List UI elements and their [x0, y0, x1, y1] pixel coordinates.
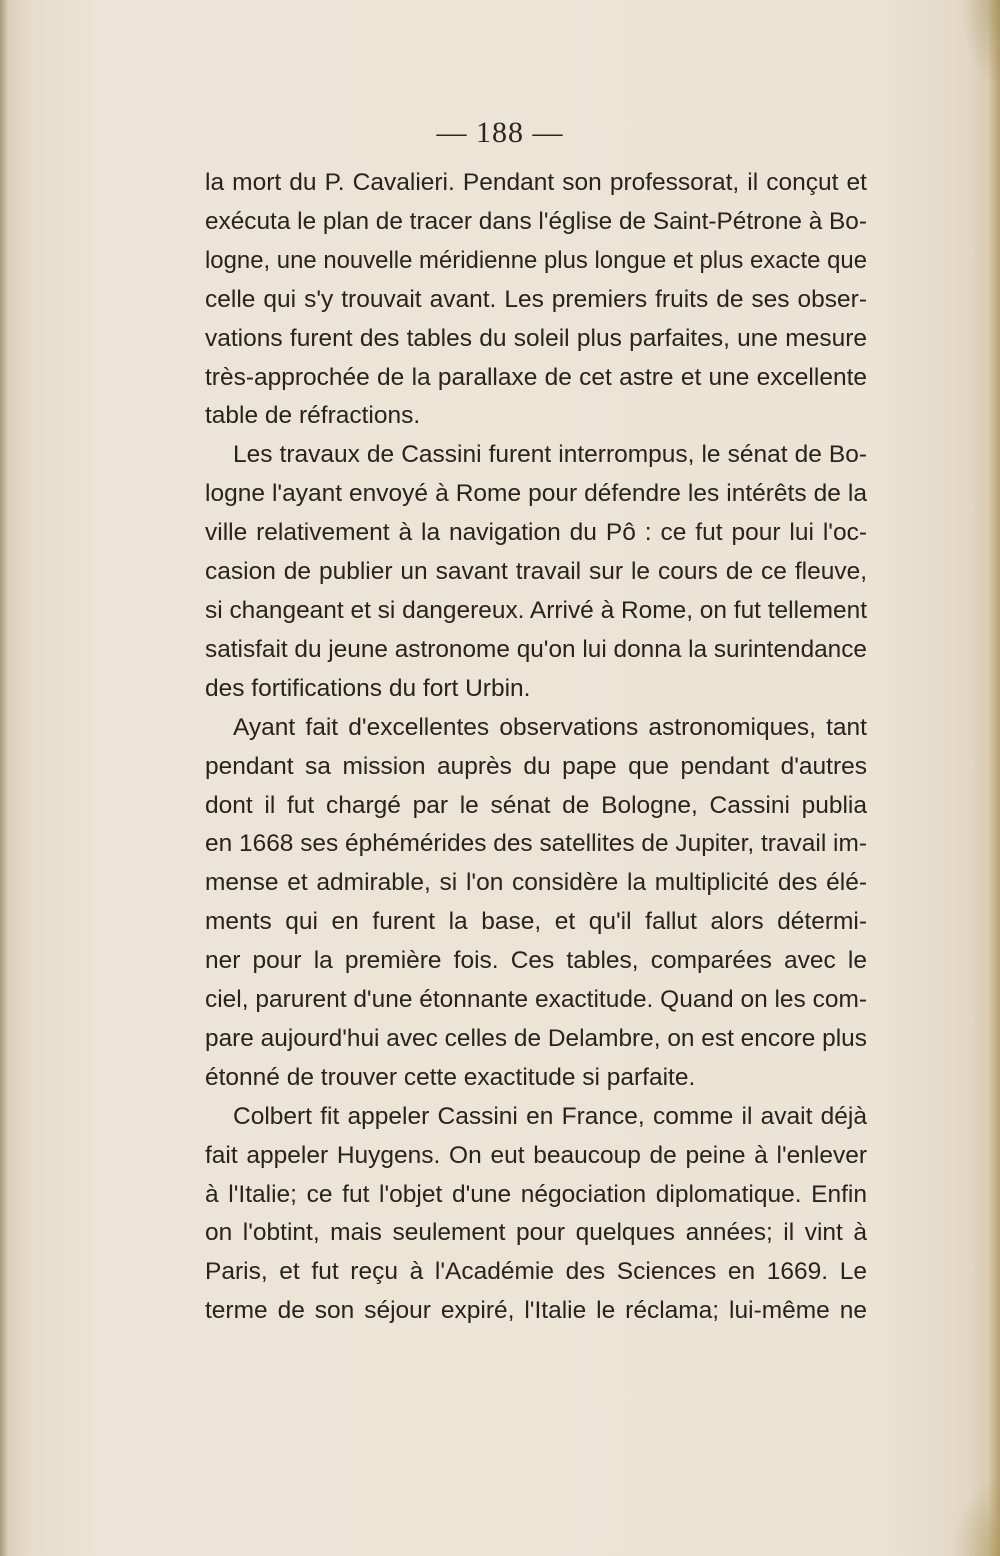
text-line: Ayant fait d'excellentes observations astronomiques, tant [233, 713, 867, 741]
text-line: terme de son séjour expiré, l'Italie le réclama; lui-même ne [205, 1297, 867, 1325]
page-number: — 188 — [436, 116, 564, 149]
text-line: dont il fut chargé par le sénat de Bologne, Cassini publia [205, 791, 867, 819]
text-line: celle qui s'y trouvait avant. Les premiers fruits de ses obser- [205, 285, 867, 313]
text-line: Les travaux de Cassini furent interrompus, le sénat de Bo- [233, 441, 867, 469]
text-line: ner pour la première fois. Ces tables, comparées avec le [205, 947, 867, 975]
text-line: exécuta le plan de tracer dans l'église de Saint-Pétrone à Bo- [205, 207, 867, 235]
text-line: étonné de trouver cette exactitude si parfaite. [205, 1063, 696, 1091]
text-line: mense et admirable, si l'on considère la multiplicité des élé- [205, 869, 867, 897]
text-line: logne l'ayant envoyé à Rome pour défendre les intérêts de la [205, 480, 867, 508]
body-text [205, 164, 867, 1331]
text-line: on l'obtint, mais seulement pour quelques années; il vint à [205, 1219, 867, 1247]
text-line: fait appeler Huygens. On eut beaucoup de peine à l'enlever [205, 1141, 867, 1169]
page-stain-top-right [960, 0, 1000, 90]
paragraph-2 [205, 436, 867, 708]
text-line: des fortifications du fort Urbin. [205, 674, 531, 702]
text-line: logne, une nouvelle méridienne plus longue et plus exacte que [205, 246, 867, 274]
text-line: ciel, parurent d'une étonnante exactitude. Quand on les com- [205, 986, 867, 1014]
text-line: la mort du P. Cavalieri. Pendant son professorat, il conçut et [205, 169, 867, 196]
page-right-edge [986, 0, 1000, 1556]
text-line: en 1668 ses éphémérides des satellites de Jupiter, travail im- [205, 830, 867, 858]
paragraph-3 [205, 709, 867, 1098]
text-line: ville relativement à la navigation du Pô : ce fut pour lui l'oc- [205, 519, 867, 547]
text-line: si changeant et si dangereux. Arrivé à Rome, on fut tellement [205, 596, 867, 624]
text-line: très-approchée de la parallaxe de cet astre et une excellente [205, 363, 867, 391]
text-line: table de réfractions. [205, 402, 421, 430]
paragraph-1 [205, 164, 867, 436]
page-stain-bottom-right [950, 1476, 1000, 1556]
text-line: ments qui en furent la base, et qu'il fallut alors détermi- [205, 908, 867, 936]
text-line: pare aujourd'hui avec celles de Delambre, on est encore plus [205, 1024, 867, 1052]
text-line: satisfait du jeune astronome qu'on lui donna la surintendance [205, 635, 867, 663]
text-line: pendant sa mission auprès du pape que pendant d'autres [205, 752, 867, 780]
text-line: à l'Italie; ce fut l'objet d'une négociation diplomatique. Enfin [205, 1180, 867, 1208]
text-line: casion de publier un savant travail sur le cours de ce fleuve, [205, 558, 867, 586]
text-line: vations furent des tables du soleil plus parfaites, une mesure [205, 324, 867, 352]
text-line: Colbert fit appeler Cassini en France, comme il avait déjà [233, 1102, 867, 1130]
page-left-edge [0, 0, 8, 1556]
text-line: Paris, et fut reçu à l'Académie des Sciences en 1669. Le [205, 1258, 867, 1286]
paragraph-4 [205, 1098, 867, 1331]
